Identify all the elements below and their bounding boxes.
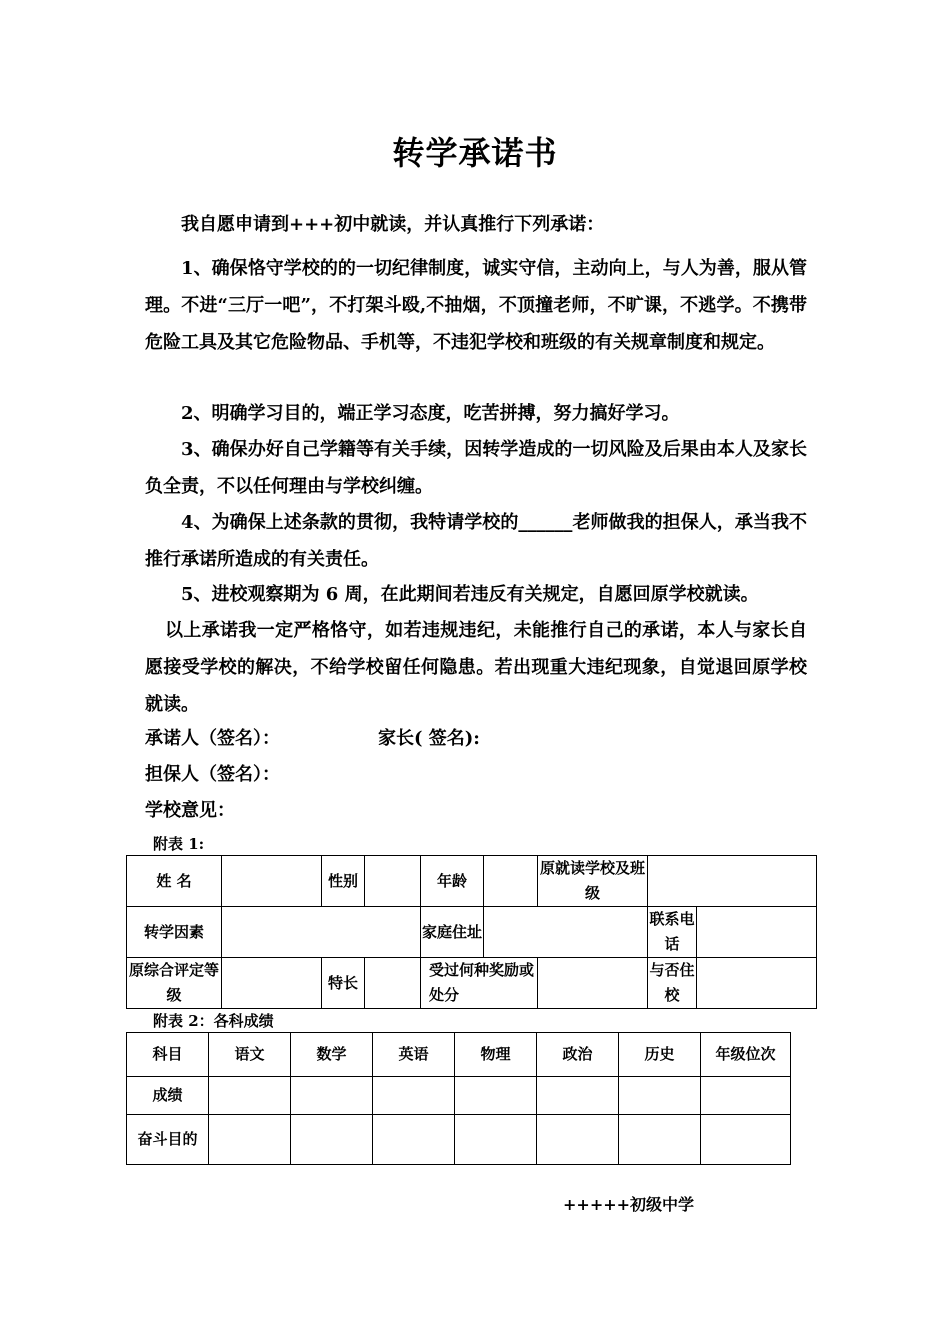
name-header: 姓 名 [127,856,222,907]
guarantor-signature-label: 担保人（签名）： [145,764,280,785]
name-cell[interactable] [222,856,322,907]
reason-header: 转学因素 [127,907,222,958]
goals-row-label: 奋斗目的 [127,1115,209,1165]
table1-label: 附表 1: [153,835,205,853]
awards-cell[interactable] [538,958,648,1009]
school-opinion-label: 学校意见： [145,800,235,821]
address-header: 家庭住址 [421,907,484,958]
score-cell[interactable] [619,1077,701,1115]
chinese-header: 语文 [209,1033,291,1077]
age-cell[interactable] [484,856,538,907]
commitment-item-2: 2、明确学习目的，端正学习态度，吃苦拼搏，努力搞好学习。 [181,403,680,424]
gender-cell[interactable] [365,856,421,907]
specialty-header: 特长 [322,958,365,1009]
math-header: 数学 [291,1033,373,1077]
table-row [127,1077,791,1115]
reason-cell[interactable] [222,907,421,958]
document-title: 转学承诺书 [392,134,558,172]
parent-signature-label: 家长( 签名): [378,728,480,749]
grade-rank-header: 年级位次 [701,1033,791,1077]
school-name-footer: +++++初级中学 [563,1195,695,1214]
goal-cell[interactable] [701,1115,791,1165]
closing-paragraph: 以上承诺我一定严格恪守，如若违规违纪，未能推行自己的承诺，本人与家长自愿接受学校的解决，不给学校留任何隐患。若出现重大违纪现象，自觉退回原学校就读。 [145,620,807,715]
rating-cell[interactable] [222,958,322,1009]
physics-header: 物理 [455,1033,537,1077]
address-cell[interactable] [484,907,648,958]
score-cell[interactable] [209,1077,291,1115]
commitment-item-5: 5、进校观察期为 6 周，在此期间若违反有关规定，自愿回原学校就读。 [181,584,759,605]
goal-cell[interactable] [537,1115,619,1165]
student-info-table [126,855,817,1009]
score-cell[interactable] [291,1077,373,1115]
table2-label: 附表 2：各科成绩 [153,1012,274,1030]
table-row [127,958,817,1009]
goal-cell[interactable] [209,1115,291,1165]
history-header: 历史 [619,1033,701,1077]
rating-header: 原综合评定等级 [127,958,222,1009]
commitment-item-1: 1、确保恪守学校的的一切纪律制度，诚实守信，主动向上，与人为善，服从管理。不进“三厅一吧”，不打架斗殴,不抽烟，不顶撞老师，不旷课，不逃学。不携带危险工具及其它危险物品、手机等，不违犯学校和班级的有关规章制度和规定。 [145,258,807,353]
commitment-item-4: 4、为确保上述条款的贯彻，我特请学校的______老师做我的担保人，承当我不推行承诺所造成的有关责任。 [145,512,807,570]
commitment-item-3: 3、确保办好自己学籍等有关手续，因转学造成的一切风险及后果由本人及家长负全责，不以任何理由与学校纠缠。 [145,439,807,497]
subject-header: 科目 [127,1033,209,1077]
boarding-cell[interactable] [697,958,817,1009]
score-cell[interactable] [701,1077,791,1115]
intro-paragraph: 我自愿申请到+++初中就读，并认真推行下列承诺： [181,214,605,235]
gender-header: 性别 [322,856,365,907]
awards-header: 受过何种奖励或处分 [421,958,538,1009]
goal-cell[interactable] [455,1115,537,1165]
grades-table [126,1032,791,1165]
specialty-cell[interactable] [365,958,421,1009]
goal-cell[interactable] [373,1115,455,1165]
phone-header: 联系电话 [648,907,697,958]
promisor-signature-label: 承诺人（签名）： [145,728,280,749]
table-row [127,856,817,907]
goal-cell[interactable] [291,1115,373,1165]
prev-school-header: 原就读学校及班级 [538,856,648,907]
politics-header: 政治 [537,1033,619,1077]
table-row [127,907,817,958]
score-cell[interactable] [455,1077,537,1115]
prev-school-cell[interactable] [648,856,817,907]
english-header: 英语 [373,1033,455,1077]
age-header: 年龄 [421,856,484,907]
score-cell[interactable] [373,1077,455,1115]
goal-cell[interactable] [619,1115,701,1165]
score-cell[interactable] [537,1077,619,1115]
table-row [127,1033,791,1077]
phone-cell[interactable] [697,907,817,958]
scores-row-label: 成绩 [127,1077,209,1115]
boarding-header: 与否住校 [648,958,697,1009]
table-row [127,1115,791,1165]
